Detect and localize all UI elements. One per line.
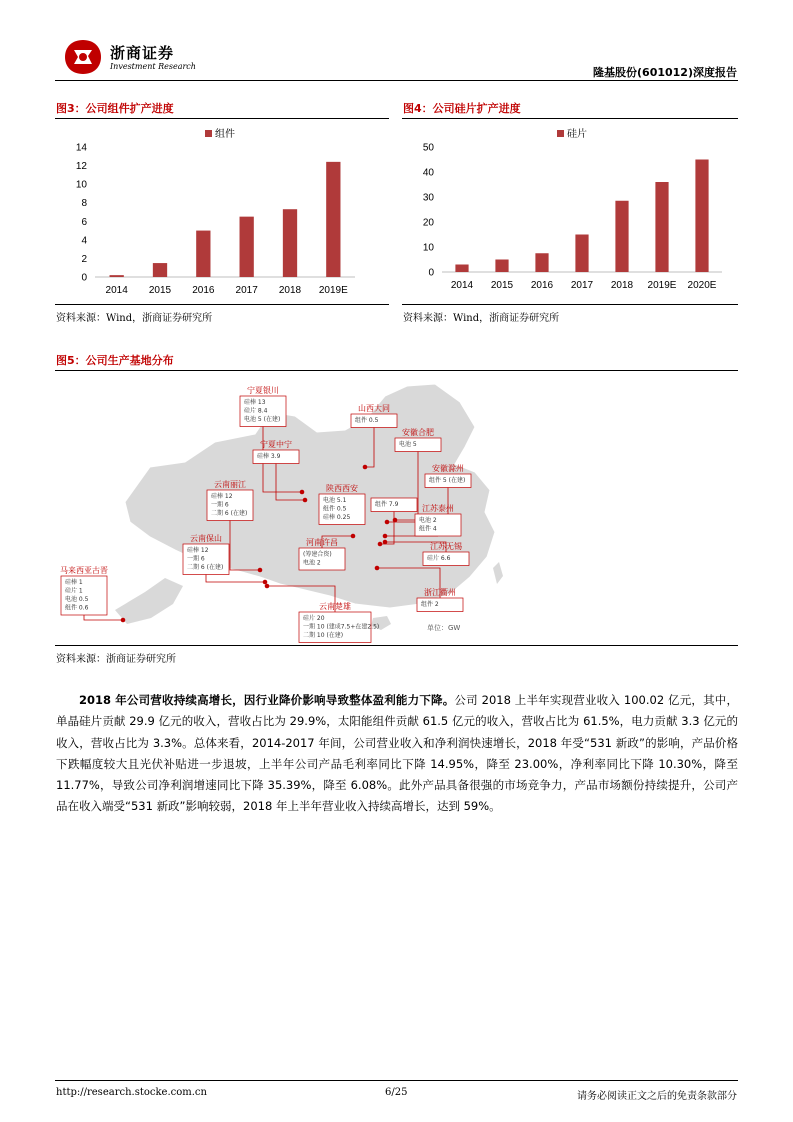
y-tick-label: 8 [81, 198, 87, 210]
fig4-bar-chart [402, 122, 738, 302]
body-text: 公司 2018 上半年实现营业收入 100.02 亿元，其中，单晶硅片贡献 29.9 亿元的收入，营收占比为 29.9%，太阳能组件贡献 61.5 亿元的收入，营收占比为 61.5%，电力贡献 3.3 亿元的收入，营收占比为 3.3%。总体来看，2014-2017 年间，公司营业收入和净利润快速增长，2018 年受“531 新政”的影响，产品价格下跌幅度较大且光伏补贴进一步退坡，上半年公司产品毛利率同比下降 14.95%，降至 23.00%，净利率同比下降 10.30%，降至 11.77%，导致公司净利润增速同比下降 35.39%，降至 6.08%。此外产品具备很强的市场竞争力，产品市场额份持续提升，公司产品在收入端受“531 新政”影响较弱，2018 年上半年营业收入持续高增长，达到 59%。 [56, 693, 738, 814]
base-capacity-line: 组件 0.6 [65, 604, 89, 612]
x-tick-label: 2017 [235, 285, 258, 296]
y-tick-label: 10 [75, 179, 87, 191]
base-marker [263, 580, 268, 585]
y-tick-label: 40 [422, 167, 434, 179]
base-marker [300, 490, 305, 495]
base-name: 安徽合肥 [402, 428, 434, 437]
base-name: 山西大同 [358, 404, 390, 413]
x-tick-label: 2016 [192, 285, 215, 296]
fig5-source: 资料来源：浙商证券研究所 [56, 654, 176, 665]
base-name: 云南保山 [190, 534, 222, 543]
x-tick-label: 2014 [450, 280, 474, 291]
legend-swatch [557, 130, 564, 137]
base-capacity-line: 硅片 20 [303, 615, 325, 622]
base-marker [303, 498, 308, 503]
fig4-bottom-rule [402, 304, 738, 305]
base-capacity-line: 电池 2 [419, 517, 437, 524]
bar-2019E [326, 162, 340, 277]
base-marker [363, 465, 368, 470]
base-name: 安徽滁州 [432, 464, 464, 473]
header [0, 0, 793, 82]
base-capacity-line: 电池 5.1 [323, 497, 347, 504]
x-tick-label: 2020E [687, 280, 717, 291]
base-capacity-line: 二期 6 (在建) [211, 510, 248, 517]
base-marker [383, 540, 388, 545]
body-lead: 2018 年公司营收持续高增长，因行业降价影响导致整体盈利能力下降。 [79, 693, 455, 707]
x-tick-label: 2016 [530, 280, 554, 291]
x-tick-label: 2015 [148, 285, 172, 296]
bar-2017 [575, 235, 588, 273]
base-name: 宁夏中宁 [260, 440, 292, 449]
bar-2018 [615, 201, 628, 272]
legend-swatch [205, 130, 212, 137]
fig4-top-rule [402, 118, 738, 119]
x-tick-label: 2019E [647, 280, 677, 291]
base-marker [383, 534, 388, 539]
y-tick-label: 0 [428, 267, 434, 279]
legend-label: 组件 [215, 129, 235, 140]
base-capacity-line: 硅片 1 [65, 587, 83, 595]
base-marker [393, 518, 398, 523]
y-tick-label: 50 [422, 142, 434, 154]
y-tick-label: 20 [422, 217, 434, 229]
base-capacity-line: 组件 0.5 [355, 417, 379, 424]
base-capacity-line: 组件 2 [421, 601, 439, 608]
base-name: 云南楚雄 [319, 602, 351, 611]
x-tick-label: 2018 [278, 285, 302, 296]
base-name: 江苏无锡 [430, 542, 462, 551]
y-tick-label: 2 [81, 253, 87, 265]
x-tick-label: 2015 [490, 280, 514, 291]
base-capacity-line: 组件 0.5 [323, 505, 347, 513]
bar-2019E [655, 182, 668, 272]
base-capacity-line: 二期 6 (在建) [187, 564, 224, 571]
bar-2015 [495, 260, 508, 273]
base-marker [351, 534, 356, 539]
base-capacity-line: 硅棒 1 [65, 579, 83, 586]
bar-2018 [283, 209, 297, 277]
x-tick-label: 2018 [610, 280, 634, 291]
base-capacity-line: 硅片 6.6 [427, 555, 451, 562]
bar-2014 [110, 275, 124, 277]
base-name: 浙江衢州 [424, 588, 456, 597]
footer-url[interactable]: http://research.stocke.com.cn [56, 1087, 207, 1098]
base-capacity-line: 电池 0.5 [65, 596, 89, 603]
base-capacity-line: 硅棒 13 [244, 399, 266, 406]
base-name: 云南丽江 [214, 480, 246, 489]
base-capacity-line: 二期 10 (在建) [303, 632, 344, 639]
fig4-title: 图4：公司硅片扩产进度 [403, 102, 521, 115]
base-capacity-line: 电池 2 [303, 559, 321, 567]
logo-icon [62, 38, 104, 76]
report-title: 隆基股份(601012)深度报告 [593, 66, 737, 79]
footer-disclaimer: 请务必阅读正文之后的免责条款部分 [577, 1091, 737, 1102]
bar-2014 [455, 265, 468, 273]
fig5-bottom-rule [55, 645, 738, 646]
base-name: 马来西亚古晋 [60, 566, 108, 575]
body-paragraph [56, 690, 738, 818]
base-name: 陕西西安 [326, 484, 358, 493]
fig5-title: 图5：公司生产基地分布 [56, 354, 174, 367]
y-tick-label: 10 [422, 242, 434, 254]
fig3-bottom-rule [55, 304, 389, 305]
base-name: 宁夏银川 [247, 386, 279, 395]
base-capacity-line: 一期 10 (建成7.5+在建2.5) [303, 623, 380, 631]
y-tick-label: 14 [75, 142, 87, 154]
base-capacity-line: 硅棒 3.9 [257, 453, 281, 460]
base-marker [375, 566, 380, 571]
header-divider [55, 80, 738, 81]
base-marker [258, 568, 263, 573]
bar-2016 [196, 231, 210, 277]
base-capacity-line: 一期 6 [187, 555, 205, 563]
y-tick-label: 4 [81, 235, 87, 247]
base-capacity-line: 组件 4 [419, 525, 437, 533]
legend-label: 硅片 [567, 129, 587, 140]
fig4-source: 资料来源：Wind，浙商证券研究所 [403, 313, 560, 324]
base-capacity-line: 硅片 8.4 [244, 407, 268, 415]
fig3-source: 资料来源：Wind，浙商证券研究所 [56, 313, 213, 324]
page-number: 6/25 [385, 1087, 408, 1098]
y-tick-label: 0 [81, 272, 87, 284]
logo-text: 浙商证券 [110, 44, 175, 62]
base-capacity-line: 硅棒 12 [187, 547, 209, 554]
base-marker [265, 584, 270, 589]
fig3-top-rule [55, 118, 389, 119]
bar-2017 [240, 217, 254, 277]
base-capacity-line: 电池 5 (在建) [244, 416, 281, 423]
y-tick-label: 12 [75, 161, 87, 173]
base-capacity-line: 硅棒 12 [211, 493, 233, 500]
x-tick-label: 2019E [318, 285, 348, 296]
x-tick-label: 2017 [570, 280, 594, 291]
fig3-title: 图3：公司组件扩产进度 [56, 102, 174, 115]
bar-2020E [695, 160, 708, 273]
base-capacity-line: 一期 6 [211, 501, 229, 509]
fig5-top-rule [55, 370, 738, 371]
logo-subtitle: Investment Research [110, 62, 196, 71]
production-base-map [55, 372, 738, 644]
base-marker [385, 520, 390, 525]
base-capacity-line: 组件 5 (在建) [429, 477, 466, 484]
base-capacity-line: 电池 5 [399, 441, 417, 448]
base-marker [378, 542, 383, 547]
bar-2015 [153, 263, 167, 277]
bar-2016 [535, 253, 548, 272]
base-capacity-line: 组件 7.9 [375, 501, 399, 508]
base-name: 河南许昌 [306, 538, 338, 547]
y-tick-label: 30 [422, 192, 434, 204]
base-capacity-line: 硅棒 0.25 [323, 514, 351, 521]
map-unit-label: 单位：GW [427, 624, 461, 632]
base-capacity-line: (筹建合资) [303, 551, 332, 558]
fig3-bar-chart [55, 122, 389, 302]
base-marker [121, 618, 126, 623]
footer-divider [55, 1080, 738, 1081]
y-tick-label: 6 [81, 216, 87, 228]
base-name: 江苏泰州 [422, 504, 454, 513]
x-tick-label: 2014 [105, 285, 128, 296]
